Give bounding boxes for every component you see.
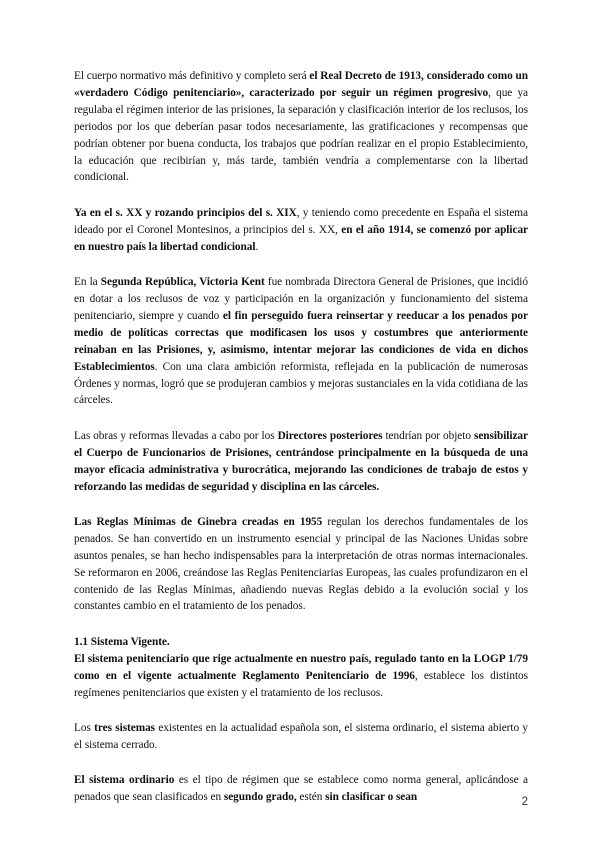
paragraph-libertad-condicional	[74, 205, 528, 256]
text-run: , que ya regulaba el régimen interior de las prisiones, la separación y clasificación interior de los reclusos, los periodos por los que deberían pasar todos necesariamente, las gratificaciones y recompensas que podrían obtener por buena conducta, los trabajos que podrían realizar en el propio Establecimiento, la educación que recibirían y, más tarde, también vendría a complementarse con la libertad condicional.	[74, 86, 529, 184]
paragraph-segunda-republica	[74, 274, 528, 409]
paragraph-reglas-minimas	[74, 514, 528, 615]
bold-run: tres sistemas	[94, 722, 156, 734]
bold-run: Directores posteriores	[277, 429, 383, 442]
text-run: En la	[74, 276, 101, 289]
document-body	[74, 68, 528, 806]
bold-run: en el año 1914, se comenzó por aplicar en nuestro país la libertad condicional	[74, 223, 529, 253]
paragraph-sistema-vigente	[74, 651, 528, 702]
bold-run: Segunda República, Victoria Kent	[100, 276, 265, 289]
bold-run: sensibilizar el Cuerpo de Funcionarios de Prisiones, centrándose principalmente en la búsqueda de una mayor eficacia administrativa y burocrática, mejorando las condiciones de trabajo de estos y reforzando las medidas de seguridad y disciplina en las cárceles.	[74, 429, 528, 493]
paragraph-real-decreto-1913	[74, 68, 528, 186]
bold-run: el Real Decreto de 1913, considerado como un «verdadero Código penitenciario», caracterizado por seguir un régimen progresivo	[74, 70, 528, 99]
paragraph-directores-posteriores	[74, 428, 528, 496]
text-run: .	[255, 240, 259, 253]
text-run: fue nombrada Directora General de Prisiones, que incidió en dotar a los reclusos de voz y participación en la organización y funcionamiento del sistema penitenciario, siempre y cuando	[74, 276, 528, 322]
text-run: estén	[296, 791, 326, 804]
bold-run: Las Reglas Mínimas de Ginebra creadas en 1955	[74, 515, 323, 528]
paragraph-tres-sistemas	[74, 720, 528, 754]
bold-run: el fin perseguido fuera reinsertar y reeducar a los penados por medio de políticas correctas que modificasen los usos y costumbres que anteriormente reinaban en las Prisiones, y, asimismo, intentar mejorar las condiciones de vida en dichos Establecimientos	[74, 309, 528, 373]
text-run: , establece los distintos regímenes penitenciarios que existen y el tratamiento de los reclusos.	[74, 669, 528, 699]
section-heading	[74, 634, 528, 651]
text-run: existentes en la actualidad española son, el sistema ordinario, el sistema abierto y el sistema cerrado.	[74, 722, 528, 751]
text-run: es el tipo de régimen que se establece como norma general, aplicándose a penados que sean clasificados en	[74, 774, 528, 804]
page-number: 2	[521, 796, 528, 808]
bold-run: segundo grado,	[223, 791, 297, 804]
paragraph-sistema-ordinario	[74, 772, 528, 806]
text-run: El cuerpo normativo más definitivo y completo será	[74, 70, 310, 82]
text-run: . Con una clara ambición reformista, reflejada en la publicación de numerosas Órdenes y normas, logró que se produjeran cambios y mejoras sustanciales en la vida cotidiana de las cárceles.	[74, 360, 528, 407]
text-run: tendrían por objeto	[382, 429, 474, 442]
text-run: regulan los derechos fundamentales de los penados. Se han convertido en un instrumento esencial y principal de las Naciones Unidas sobre asuntos penales, se han hecho indispensables para la interpretación de otras normas internacionales. Se reformaron en 2006, creándose las Reglas Penitenciarias Europeas, las cuales profundizaron en el contenido de las Reglas Mínimas, añadiendo nuevas Reglas debido a la evolución social y los constantes cambio en el tratamiento de los penados.	[74, 515, 528, 613]
section-heading-text: 1.1 Sistema Vigente.	[74, 635, 170, 648]
bold-run: El sistema penitenciario que rige actualmente en nuestro país, regulado tanto en la LOGP 1/79 como en el vigente actualmente Reglamento Penitenciario de 1996	[74, 652, 528, 682]
bold-run: Ya en el s. XX y rozando principios del s. XIX	[74, 206, 297, 219]
bold-run: El sistema ordinario	[74, 774, 175, 787]
text-run: , y teniendo como precedente en España el sistema ideado por el Coronel Montesinos, a principios del s. XX,	[74, 206, 528, 236]
text-run: Los	[74, 722, 95, 734]
bold-run: sin clasificar o sean	[325, 791, 418, 804]
text-run: Las obras y reformas llevadas a cabo por los	[74, 429, 278, 442]
